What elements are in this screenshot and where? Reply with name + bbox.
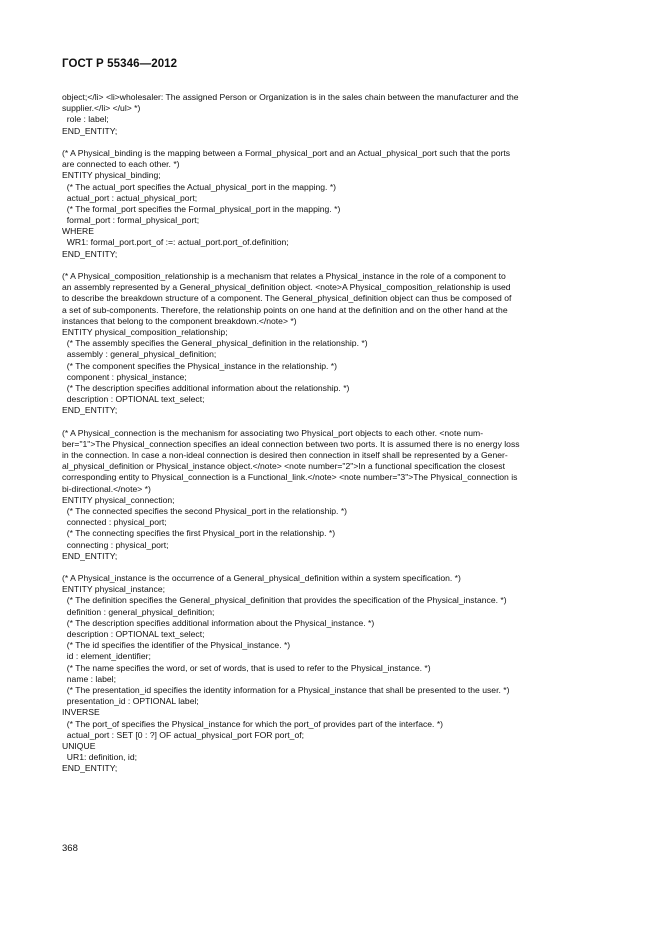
code-line: to describe the breakdown structure of a component. The General_physical_definition object can thus be composed of <box>62 293 512 304</box>
code-line: ENTITY physical_composition_relationship; <box>62 326 228 337</box>
paragraph-gap <box>62 260 602 271</box>
code-line: (* The formal_port specifies the Formal_physical_port in the mapping. *) <box>62 203 341 214</box>
code-line: (* The description specifies additional information about the Physical_instance. *) <box>62 617 375 628</box>
code-line: (* A Physical_composition_relationship is a mechanism that relates a Physical_instance in the role of a component to <box>62 271 506 281</box>
code-line: (* A Physical_instance is the occurrence of a General_physical_definition within a system specification. *) <box>62 573 461 584</box>
code-line: in the connection. In case a non-ideal connection is desired then connection in itself shall be represented by a Gener- <box>62 450 508 460</box>
paragraph-gap <box>62 137 602 148</box>
code-line: END_ENTITY; <box>62 763 118 774</box>
document-header: ГОСТ Р 55346—2012 <box>62 58 178 70</box>
paragraph-gap <box>62 562 602 573</box>
code-line: description : OPTIONAL text_select; <box>62 394 205 405</box>
code-line: connecting : physical_port; <box>62 539 169 550</box>
code-line: an assembly represented by a General_physical_definition object. <note>A Physical_composition_relationship is used <box>62 282 511 293</box>
code-line: role : label; <box>62 114 109 125</box>
code-line: (* The description specifies additional information about the relationship. *) <box>62 382 350 393</box>
code-line: object;</li> <li>wholesaler: The assigned Person or Organization is in the sales chain between the manufacturer and the <box>62 92 519 102</box>
code-line: (* The definition specifies the General_physical_definition that provides the specification of the Physical_instance. *) <box>62 595 507 606</box>
code-line: (* A Physical_connection is the mechanism for associating two Physical_port objects to each other. <note num- <box>62 427 484 438</box>
code-line: END_ENTITY; <box>62 248 118 259</box>
code-line: END_ENTITY; <box>62 405 118 416</box>
code-line: (* The id specifies the identifier of the Physical_instance. *) <box>62 640 291 651</box>
code-line: (* The port_of specifies the Physical_instance for which the port_of provides part of the interface. *) <box>62 718 444 729</box>
code-line: (* The presentation_id specifies the identity information for a Physical_instance that shall be presented to the user. *) <box>62 684 510 695</box>
code-line: ENTITY physical_connection; <box>62 494 175 505</box>
code-line: formal_port : formal_physical_port; <box>62 215 200 226</box>
code-line: are connected to each other. *) <box>62 159 180 170</box>
code-line: connected : physical_port; <box>62 517 167 528</box>
code-line: ber="1">The Physical_connection specifies an ideal connection between two ports. It is assumed there is no energy loss <box>62 438 520 449</box>
code-line: actual_port : SET [0 : ?] OF actual_physical_port FOR port_of; <box>62 729 305 740</box>
code-line: name : label; <box>62 673 116 684</box>
code-line: definition : general_physical_definition; <box>62 606 215 617</box>
code-line: UR1: definition, id; <box>62 752 137 763</box>
code-line: a set of sub-components. Therefore, the relationship points on one hand at the definition and on the other hand at the <box>62 304 508 315</box>
code-line: al_physical_definition or Physical_instance object.</note> <note number="2">In a functional specification the closest <box>62 461 505 472</box>
code-line: (* The actual_port specifies the Actual_physical_port in the mapping. *) <box>62 181 337 192</box>
code-line: END_ENTITY; <box>62 125 118 136</box>
document-body <box>62 92 602 774</box>
code-line: presentation_id : OPTIONAL label; <box>62 696 199 707</box>
code-line: (* The connecting specifies the first Physical_port in the relationship. *) <box>62 528 336 539</box>
code-line: UNIQUE <box>62 740 96 751</box>
code-line: id : element_identifier; <box>62 651 151 662</box>
code-line: description : OPTIONAL text_select; <box>62 629 205 639</box>
code-line: (* The connected specifies the second Physical_port in the relationship. *) <box>62 505 348 516</box>
paragraph-gap <box>62 416 602 427</box>
code-line: WHERE <box>62 226 94 237</box>
code-line: instances that belong to the component breakdown.</note> *) <box>62 315 297 326</box>
code-line: ENTITY physical_instance; <box>62 584 166 595</box>
code-line: (* A Physical_binding is the mapping between a Formal_physical_port and an Actual_physical_port such that the ports <box>62 147 511 158</box>
code-line: END_ENTITY; <box>62 550 118 561</box>
code-line: WR1: formal_port.port_of :=: actual_port.port_of.definition; <box>62 237 289 248</box>
code-line: (* The name specifies the word, or set of words, that is used to refer to the Physical_instance. *) <box>62 662 431 673</box>
code-line: corresponding entity to Physical_connection is a Functional_link.</note> <note number="3">The Physical_connection is <box>62 472 518 483</box>
code-line: supplier.</li> </ul> *) <box>62 103 141 114</box>
code-line: (* The assembly specifies the General_physical_definition in the relationship. *) <box>62 338 368 349</box>
code-line: (* The component specifies the Physical_instance in the relationship. *) <box>62 360 337 371</box>
code-line: component : physical_instance; <box>62 371 187 382</box>
code-line: ENTITY physical_binding; <box>62 170 161 181</box>
code-line: actual_port : actual_physical_port; <box>62 192 198 203</box>
code-line: INVERSE <box>62 707 100 718</box>
code-line: bi-directional.</note> *) <box>62 483 151 494</box>
page-number: 368 <box>62 843 78 854</box>
code-line: assembly : general_physical_definition; <box>62 349 217 360</box>
